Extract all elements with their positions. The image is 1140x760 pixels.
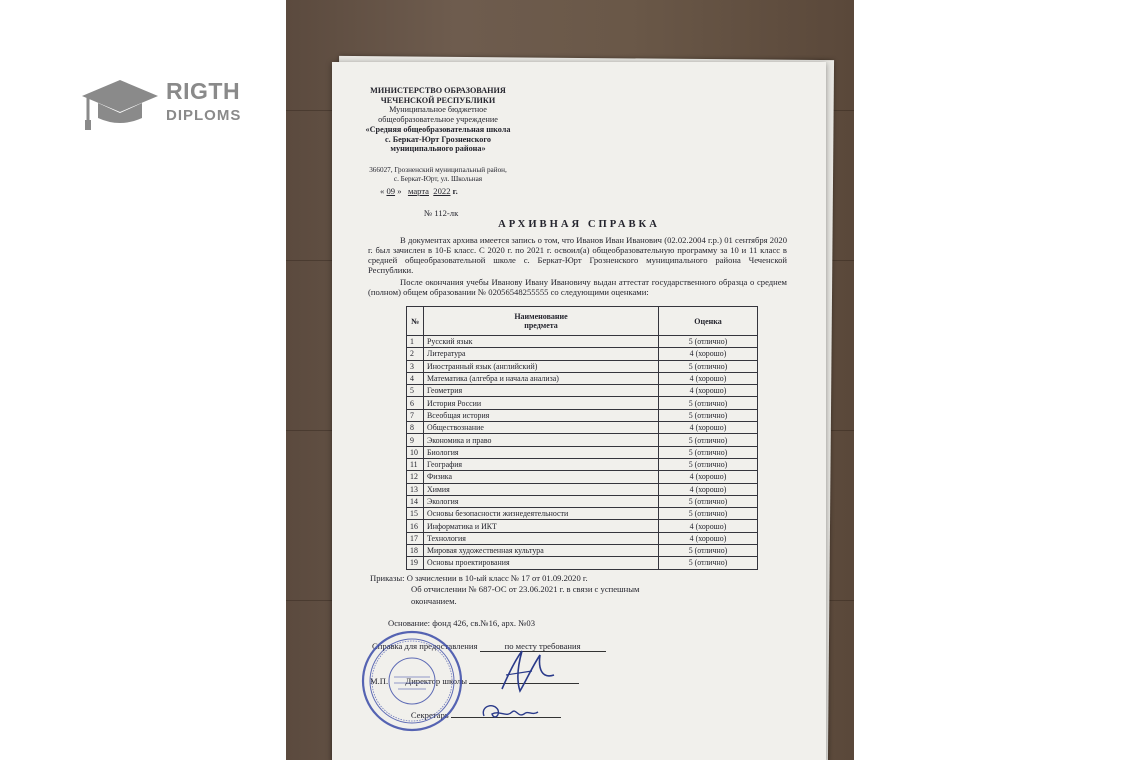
secretary-handwritten-signature: [474, 696, 544, 726]
row-number: 14: [407, 495, 424, 507]
table-row: [407, 385, 758, 397]
row-number: 13: [407, 483, 424, 495]
rigth-diploms-logo: [80, 76, 260, 136]
table-row: [407, 372, 758, 384]
subject-name: География: [424, 458, 659, 470]
orders-label: Приказы:: [370, 573, 405, 583]
grade-value: 4 (хорошо): [659, 422, 758, 434]
order-enrollment: О зачислении в 10-ый класс № 17 от 01.09.2020 г.: [406, 573, 588, 583]
grade-value: 5 (отлично): [659, 458, 758, 470]
row-number: 11: [407, 458, 424, 470]
subject-name: Русский язык: [424, 336, 659, 348]
grade-value: 5 (отлично): [659, 446, 758, 458]
grade-value: 5 (отлично): [659, 557, 758, 569]
secretary-label: Секретарь: [410, 710, 449, 720]
director-handwritten-signature: [492, 645, 562, 697]
director-label: Директор школы: [405, 676, 467, 686]
row-number: 5: [407, 385, 424, 397]
table-row: [407, 397, 758, 409]
org-type-line-2: общеобразовательное учреждение: [378, 115, 498, 125]
grade-value: 4 (хорошо): [659, 372, 758, 384]
grade-value: 5 (отлично): [659, 360, 758, 372]
subject-name: Основы безопасности жизнедеятельности: [424, 508, 659, 520]
grade-value: 5 (отлично): [659, 495, 758, 507]
subject-name: Иностранный язык (английский): [424, 360, 659, 372]
grade-value: 5 (отлично): [659, 508, 758, 520]
grade-value: 4 (хорошо): [659, 520, 758, 532]
grades-table: [406, 306, 758, 570]
grade-value: 4 (хорошо): [659, 532, 758, 544]
table-row: [407, 409, 758, 421]
stamp-label: М.П.: [370, 676, 389, 686]
subject-name: Информатика и ИКТ: [424, 520, 659, 532]
row-number: 9: [407, 434, 424, 446]
row-number: 2: [407, 348, 424, 360]
column-subject-header: [424, 307, 659, 336]
row-number: 18: [407, 545, 424, 557]
school-name-line-3: муниципального района»: [390, 144, 486, 154]
table-row: [407, 545, 758, 557]
table-row: [407, 360, 758, 372]
date-suffix: г.: [452, 186, 458, 196]
subject-name: История России: [424, 397, 659, 409]
document-photo: [286, 0, 854, 760]
subject-name: Математика (алгебра и начала анализа): [424, 372, 659, 384]
row-number: 10: [407, 446, 424, 458]
subject-name: Обществознание: [424, 422, 659, 434]
row-number: 4: [407, 372, 424, 384]
paragraph-certificate: После окончания учебы Иванову Ивану Ивановичу выдан аттестат государственного образца о среднем (полном) общем образовании № 02056548255555 со следующими оценками:: [368, 277, 787, 297]
round-seal-stamp: [360, 629, 464, 733]
orders-block: [370, 573, 639, 607]
table-row: [407, 422, 758, 434]
table-row: [407, 348, 758, 360]
column-subject-header-line-2: предмета: [524, 321, 558, 330]
subject-name: Литература: [424, 348, 659, 360]
archive-basis: Основание: фонд 426, св.№16, арх. №03: [388, 618, 536, 628]
subject-name: Геометрия: [424, 385, 659, 397]
subject-name: Мировая художественная культура: [424, 545, 659, 557]
letterhead: [354, 86, 522, 154]
table-row: [407, 520, 758, 532]
grade-value: 5 (отлично): [659, 545, 758, 557]
purpose-label: Справка для предоставления: [372, 641, 478, 651]
table-row: [407, 532, 758, 544]
date-year: 2022: [433, 186, 451, 196]
subject-name: Экономика и право: [424, 434, 659, 446]
table-row: [407, 508, 758, 520]
row-number: 12: [407, 471, 424, 483]
logo-line-1: RIGTH: [166, 78, 241, 104]
subject-name: Всеобщая история: [424, 409, 659, 421]
row-number: 15: [407, 508, 424, 520]
republic-name: ЧЕЧЕНСКОЙ РЕСПУБЛИКИ: [380, 95, 496, 105]
address-line-1: 366027, Грозненский муниципальный район,: [369, 166, 507, 174]
table-row: [407, 483, 758, 495]
document-title: АРХИВНАЯ СПРАВКА: [498, 219, 660, 230]
subject-name: Биология: [424, 446, 659, 458]
document-number: № 112-лк: [424, 208, 459, 218]
subject-name: Химия: [424, 483, 659, 495]
row-number: 6: [407, 397, 424, 409]
date-month: марта: [407, 186, 429, 196]
school-address: [354, 166, 522, 183]
date-day: 09: [386, 186, 396, 196]
table-row: [407, 446, 758, 458]
table-row: [407, 336, 758, 348]
column-grade-header: Оценка: [659, 307, 758, 336]
row-number: 3: [407, 360, 424, 372]
order-expulsion-end: окончанием.: [411, 595, 457, 606]
row-number: 16: [407, 520, 424, 532]
grade-value: 4 (хорошо): [659, 483, 758, 495]
grade-value: 5 (отлично): [659, 434, 758, 446]
school-name-line-2: с. Беркат-Юрт Грозненского: [385, 134, 491, 144]
row-number: 1: [407, 336, 424, 348]
row-number: 19: [407, 557, 424, 569]
grade-value: 4 (хорошо): [659, 385, 758, 397]
document-date: « 09 » марта 2022 г.: [380, 186, 458, 196]
grade-value: 5 (отлично): [659, 336, 758, 348]
grade-value: 5 (отлично): [659, 397, 758, 409]
ministry-name: МИНИСТЕРСТВО ОБРАЗОВАНИЯ: [370, 86, 506, 95]
graduation-cap-icon: [80, 76, 160, 134]
subject-name: Технология: [424, 532, 659, 544]
row-number: 17: [407, 532, 424, 544]
subject-name: Основы проектирования: [424, 557, 659, 569]
purpose-value: по месту требования: [480, 641, 606, 652]
grade-value: 4 (хорошо): [659, 348, 758, 360]
subject-name: Физика: [424, 471, 659, 483]
logo-line-2: DIPLOMS: [166, 107, 242, 124]
grades-table-header: [407, 307, 758, 336]
paragraph-enrollment: В документах архива имеется запись о том, что Иванов Иван Иванович (02.02.2004 г.р.) 01 сентября 2020 г. был зачислен в 10-Б класс. С 2020 г. по 2021 г. освоил(а) общеобразовательную программу за 10 и 11 класс в средней общеобразовательной школе с. Беркат-Юрт Грозненского муниципального района Чеченской Республики.: [368, 235, 787, 275]
table-row: [407, 434, 758, 446]
org-type-line-1: Муниципальное бюджетное: [389, 105, 487, 115]
subject-name: Экология: [424, 495, 659, 507]
order-expulsion: Об отчислении № 687-ОС от 23.06.2021 г. в связи с успешным: [411, 584, 640, 595]
row-number: 7: [407, 409, 424, 421]
grade-value: 4 (хорошо): [659, 471, 758, 483]
school-name-line-1: «Средняя общеобразовательная школа: [365, 124, 511, 134]
table-row: [407, 557, 758, 569]
table-row: [407, 458, 758, 470]
row-number: 8: [407, 422, 424, 434]
grade-value: 5 (отлично): [659, 409, 758, 421]
column-number-header: №: [407, 307, 424, 336]
document-sheet: [332, 62, 826, 760]
address-line-2: с. Беркат-Юрт, ул. Школьная: [393, 174, 483, 183]
table-row: [407, 471, 758, 483]
table-row: [407, 495, 758, 507]
column-subject-header-line-1: Наименование: [514, 312, 568, 321]
